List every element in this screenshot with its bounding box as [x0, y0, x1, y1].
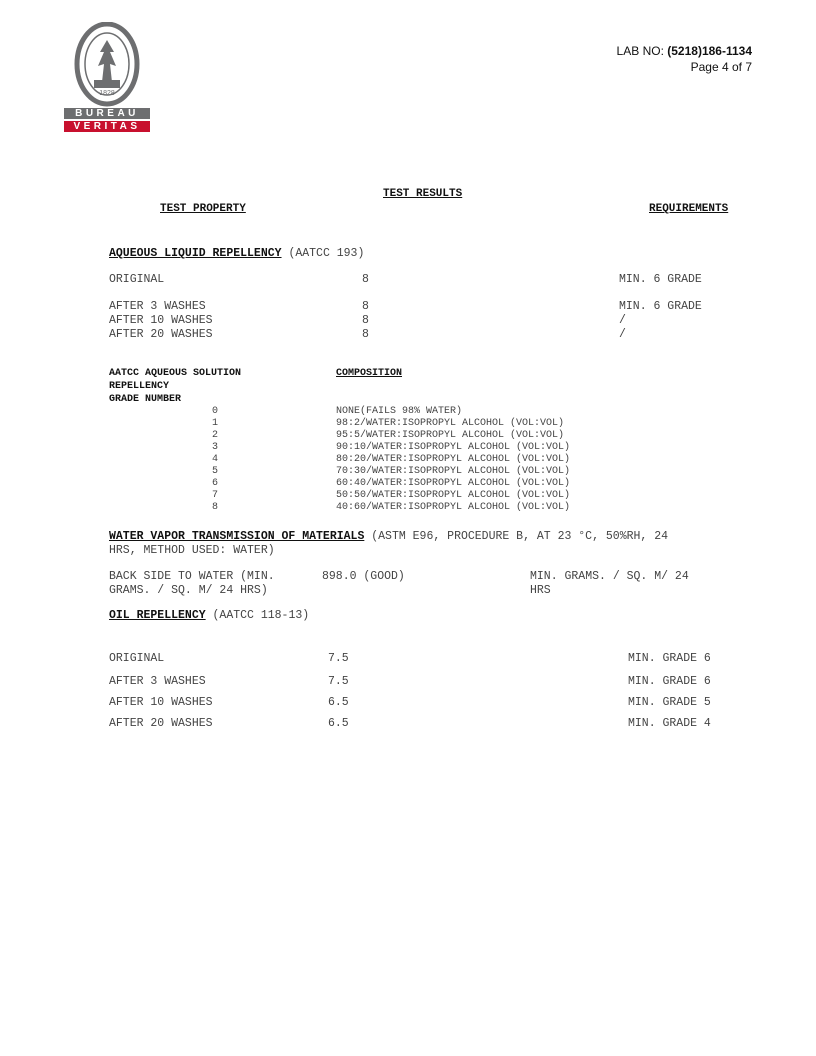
grade-composition: NONE(FAILS 98% WATER) — [336, 406, 463, 417]
wvt-req-line-1: MIN. GRAMS. / SQ. M/ 24 — [530, 570, 689, 583]
oil-row-value: 7.5 — [328, 675, 349, 688]
lab-number: LAB NO: (5218)186-1134 — [616, 44, 752, 58]
svg-text:1828: 1828 — [99, 90, 115, 97]
grade-composition: 70:30/WATER:ISOPROPYL ALCOHOL (VOL:VOL) — [336, 466, 571, 477]
grade-number: 3 — [212, 442, 219, 453]
grade-composition: 80:20/WATER:ISOPROPYL ALCOHOL (VOL:VOL) — [336, 454, 571, 465]
oil-row-value: 6.5 — [328, 717, 349, 730]
aqueous-row-label: AFTER 10 WASHES — [109, 314, 213, 327]
logo-band-veritas: VERITAS — [64, 121, 150, 132]
oil-row-label: AFTER 3 WASHES — [109, 675, 206, 688]
oil-row-label: AFTER 20 WASHES — [109, 717, 213, 730]
oil-row-requirement: MIN. GRADE 6 — [628, 652, 711, 665]
oil-row-requirement: MIN. GRADE 4 — [628, 717, 711, 730]
grade-number: 5 — [212, 466, 219, 477]
aqueous-row-label: ORIGINAL — [109, 273, 165, 286]
wvt-label-line-2: GRAMS. / SQ. M/ 24 HRS) — [109, 584, 268, 597]
aqueous-row-value: 8 — [362, 273, 369, 286]
grade-composition: 98:2/WATER:ISOPROPYL ALCOHOL (VOL:VOL) — [336, 418, 565, 429]
grade-number: 2 — [212, 430, 219, 441]
page-number: Page 4 of 7 — [690, 60, 752, 74]
aqueous-section-heading: AQUEOUS LIQUID REPELLENCY (AATCC 193) — [109, 247, 365, 260]
wvt-label-line-1: BACK SIDE TO WATER (MIN. — [109, 570, 275, 583]
bureau-veritas-logo — [64, 22, 150, 134]
wvt-value: 898.0 (GOOD) — [322, 570, 405, 583]
aqueous-row-requirement: / — [619, 328, 626, 341]
wvt-section-heading: WATER VAPOR TRANSMISSION OF MATERIALS (ASTM E96, PROCEDURE B, AT 23 °C, 50%RH, 24 — [109, 530, 668, 543]
grade-number: 8 — [212, 502, 219, 513]
logo-band-bureau: BUREAU — [64, 108, 150, 119]
aqueous-row-requirement: / — [619, 314, 626, 327]
grade-number: 0 — [212, 406, 219, 417]
logo-seal-icon — [64, 22, 150, 108]
wvt-method-line-2: HRS, METHOD USED: WATER) — [109, 544, 275, 557]
grade-table-head-1: AATCC AQUEOUS SOLUTION — [109, 368, 242, 379]
grade-composition: 60:40/WATER:ISOPROPYL ALCOHOL (VOL:VOL) — [336, 478, 571, 489]
grade-composition: 50:50/WATER:ISOPROPYL ALCOHOL (VOL:VOL) — [336, 490, 571, 501]
composition-heading: COMPOSITION — [336, 368, 403, 379]
aqueous-row-label: AFTER 3 WASHES — [109, 300, 206, 313]
grade-number: 7 — [212, 490, 219, 501]
grade-number: 4 — [212, 454, 219, 465]
grade-table-head-2: REPELLENCY — [109, 381, 170, 392]
grade-composition: 90:10/WATER:ISOPROPYL ALCOHOL (VOL:VOL) — [336, 442, 571, 453]
grade-composition: 40:60/WATER:ISOPROPYL ALCOHOL (VOL:VOL) — [336, 502, 571, 513]
oil-section-heading: OIL REPELLENCY (AATCC 118-13) — [109, 609, 310, 622]
aqueous-row-requirement: MIN. 6 GRADE — [619, 273, 702, 286]
aqueous-row-label: AFTER 20 WASHES — [109, 328, 213, 341]
test-property-heading: TEST PROPERTY — [160, 203, 246, 215]
grade-table-head-3: GRADE NUMBER — [109, 394, 182, 405]
aqueous-row-value: 8 — [362, 328, 369, 341]
grade-composition: 95:5/WATER:ISOPROPYL ALCOHOL (VOL:VOL) — [336, 430, 565, 441]
grade-number: 6 — [212, 478, 219, 489]
oil-row-label: ORIGINAL — [109, 652, 165, 665]
wvt-req-line-2: HRS — [530, 584, 551, 597]
aqueous-row-requirement: MIN. 6 GRADE — [619, 300, 702, 313]
oil-row-value: 6.5 — [328, 696, 349, 709]
test-results-title: TEST RESULTS — [383, 188, 463, 200]
oil-row-label: AFTER 10 WASHES — [109, 696, 213, 709]
requirements-heading: REQUIREMENTS — [649, 203, 729, 215]
oil-row-requirement: MIN. GRADE 6 — [628, 675, 711, 688]
aqueous-row-value: 8 — [362, 300, 369, 313]
aqueous-row-value: 8 — [362, 314, 369, 327]
grade-number: 1 — [212, 418, 219, 429]
oil-row-requirement: MIN. GRADE 5 — [628, 696, 711, 709]
oil-row-value: 7.5 — [328, 652, 349, 665]
